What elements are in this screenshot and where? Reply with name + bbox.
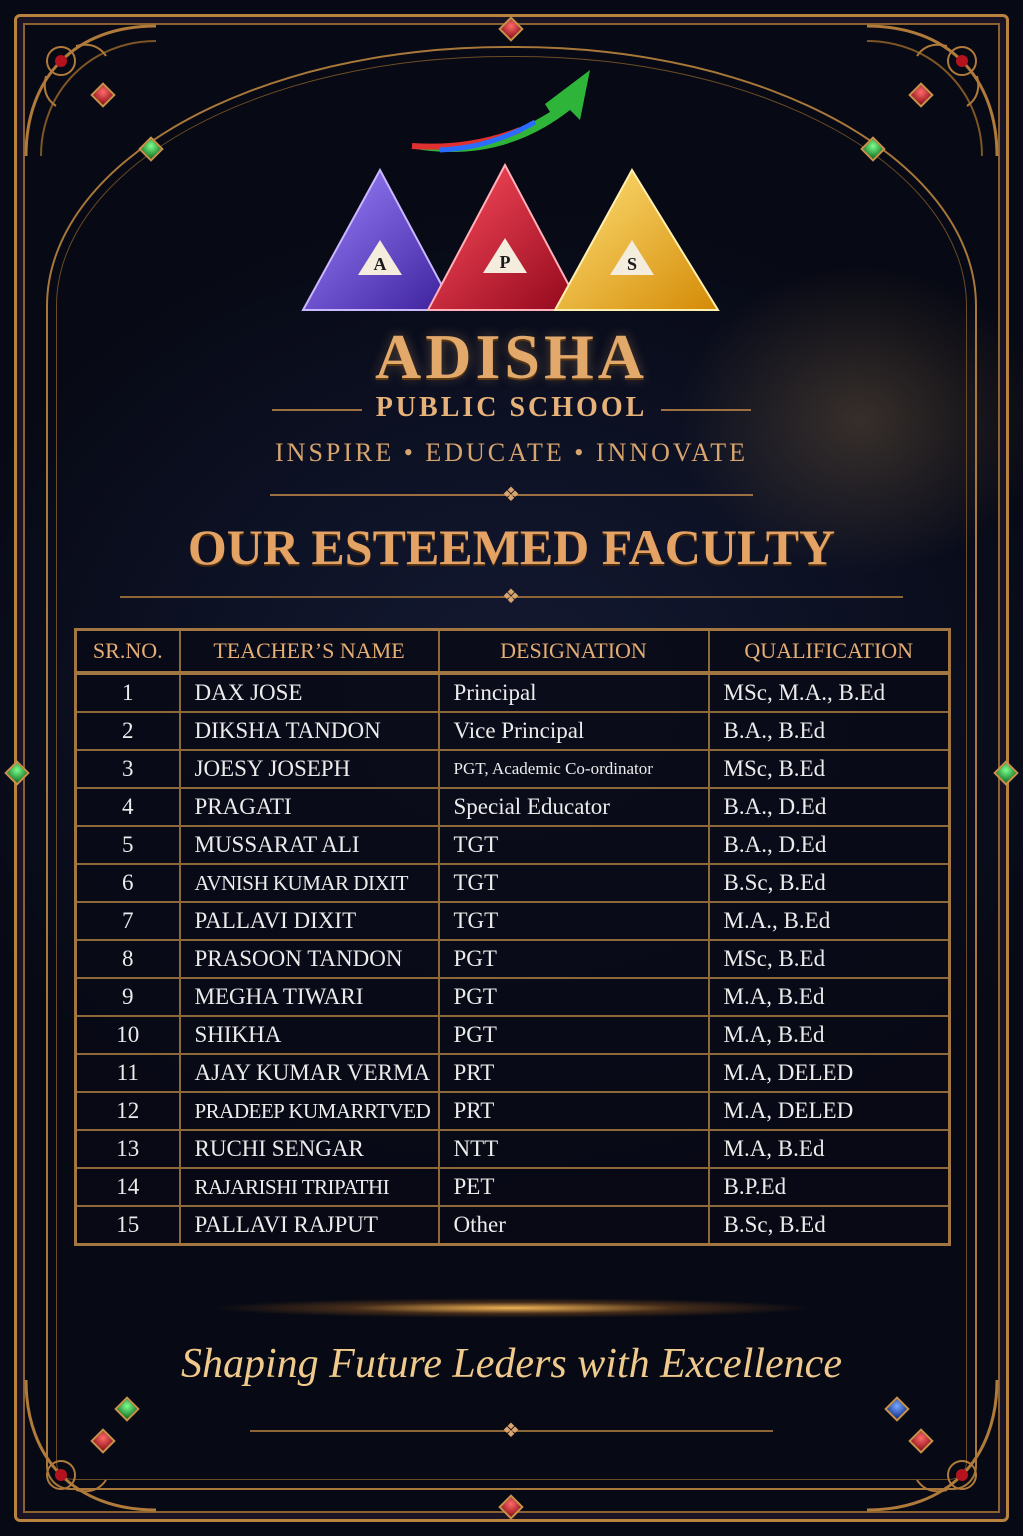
table-row xyxy=(76,826,950,864)
cell-teacher-name: DIKSHA TANDON xyxy=(180,712,439,750)
cell-qualification: M.A, B.Ed xyxy=(709,1130,950,1168)
triangle-yellow-icon xyxy=(555,170,718,310)
cell-sr-no: 11 xyxy=(76,1054,180,1092)
light-glow xyxy=(212,1296,812,1320)
cell-designation: Vice Principal xyxy=(439,712,709,750)
cell-teacher-name: PRAGATI xyxy=(180,788,439,826)
logo-letter-a: A xyxy=(373,254,387,274)
cell-sr-no: 1 xyxy=(76,673,180,712)
cell-designation: Other xyxy=(439,1206,709,1245)
cell-sr-no: 4 xyxy=(76,788,180,826)
ornament-icon-3: ❖ xyxy=(502,1420,520,1442)
logo-letter-p: P xyxy=(499,252,511,272)
table-row xyxy=(76,1054,950,1092)
cell-teacher-name: MEGHA TIWARI xyxy=(180,978,439,1016)
cell-qualification: B.A., D.Ed xyxy=(709,788,950,826)
cell-qualification: M.A, B.Ed xyxy=(709,1016,950,1054)
cell-designation: PET xyxy=(439,1168,709,1206)
cell-designation: TGT xyxy=(439,826,709,864)
cell-qualification: B.Sc, B.Ed xyxy=(709,1206,950,1245)
cell-qualification: M.A., B.Ed xyxy=(709,902,950,940)
cell-designation: Principal xyxy=(439,673,709,712)
table-row xyxy=(76,1092,950,1130)
cell-sr-no: 14 xyxy=(76,1168,180,1206)
cell-designation: PGT xyxy=(439,940,709,978)
cell-designation: PGT xyxy=(439,1016,709,1054)
cell-teacher-name: SHIKHA xyxy=(180,1016,439,1054)
cell-designation: TGT xyxy=(439,902,709,940)
cell-designation: TGT xyxy=(439,864,709,902)
cell-sr-no: 15 xyxy=(76,1206,180,1245)
table-row xyxy=(76,1130,950,1168)
cell-sr-no: 9 xyxy=(76,978,180,1016)
school-tagline: INSPIRE • EDUCATE • INNOVATE xyxy=(275,438,748,467)
table-row xyxy=(76,1168,950,1206)
table-row xyxy=(76,788,950,826)
cell-teacher-name: PALLAVI RAJPUT xyxy=(180,1206,439,1245)
page-title: OUR ESTEEMED FACULTY xyxy=(187,519,836,575)
cell-designation: Special Educator xyxy=(439,788,709,826)
cell-qualification: B.A., B.Ed xyxy=(709,712,950,750)
corner-ornament-bottom-left xyxy=(16,1370,166,1520)
cell-sr-no: 5 xyxy=(76,826,180,864)
cell-designation: PRT xyxy=(439,1092,709,1130)
ornament-icon: ❖ xyxy=(502,484,520,506)
cell-qualification: MSc, B.Ed xyxy=(709,750,950,788)
cell-sr-no: 7 xyxy=(76,902,180,940)
cell-teacher-name: JOESY JOSEPH xyxy=(180,750,439,788)
table-row xyxy=(76,712,950,750)
school-subtitle: PUBLIC SCHOOL xyxy=(375,392,648,423)
table-row xyxy=(76,978,950,1016)
cell-qualification: B.P.Ed xyxy=(709,1168,950,1206)
cell-designation: PGT, Academic Co-ordinator xyxy=(439,750,709,788)
cell-teacher-name: RAJARISHI TRIPATHI xyxy=(180,1168,439,1206)
ornament-icon-2: ❖ xyxy=(502,586,520,608)
cell-qualification: B.Sc, B.Ed xyxy=(709,864,950,902)
slogan: Shaping Future Leders with Excellence xyxy=(181,1341,842,1387)
cell-sr-no: 12 xyxy=(76,1092,180,1130)
cell-sr-no: 8 xyxy=(76,940,180,978)
cell-teacher-name: DAX JOSE xyxy=(180,673,439,712)
cell-sr-no: 13 xyxy=(76,1130,180,1168)
cell-designation: NTT xyxy=(439,1130,709,1168)
cell-sr-no: 2 xyxy=(76,712,180,750)
cell-qualification: M.A, DELED xyxy=(709,1092,950,1130)
cell-qualification: B.A., D.Ed xyxy=(709,826,950,864)
cell-teacher-name: PRASOON TANDON xyxy=(180,940,439,978)
cell-sr-no: 10 xyxy=(76,1016,180,1054)
cell-qualification: MSc, M.A., B.Ed xyxy=(709,673,950,712)
cell-teacher-name: AVNISH KUMAR DIXIT xyxy=(180,864,439,902)
cell-designation: PGT xyxy=(439,978,709,1016)
cell-teacher-name: MUSSARAT ALI xyxy=(180,826,439,864)
cell-sr-no: 3 xyxy=(76,750,180,788)
cell-teacher-name: RUCHI SENGAR xyxy=(180,1130,439,1168)
table-row xyxy=(76,902,950,940)
column-header-sr: SR.NO. xyxy=(76,630,180,674)
corner-ornament-bottom-right xyxy=(857,1370,1007,1520)
column-header-qualification: QUALIFICATION xyxy=(709,630,950,674)
table-row xyxy=(76,1016,950,1054)
school-name: ADISHA xyxy=(375,321,648,392)
subtitle-line-right xyxy=(661,409,751,411)
cell-qualification: M.A, B.Ed xyxy=(709,978,950,1016)
column-header-designation: DESIGNATION xyxy=(439,630,709,674)
logo-letter-s: S xyxy=(626,254,638,274)
cell-designation: PRT xyxy=(439,1054,709,1092)
column-header-name: TEACHER’S NAME xyxy=(180,630,439,674)
faculty-table xyxy=(74,628,951,1246)
cell-sr-no: 6 xyxy=(76,864,180,902)
faculty-table-body xyxy=(76,673,950,1245)
table-row xyxy=(76,940,950,978)
triangle-purple-icon xyxy=(303,170,455,310)
cell-teacher-name: PRADEEP KUMARRTVED xyxy=(180,1092,439,1130)
cell-qualification: MSc, B.Ed xyxy=(709,940,950,978)
table-row xyxy=(76,864,950,902)
cell-teacher-name: PALLAVI DIXIT xyxy=(180,902,439,940)
table-row xyxy=(76,1206,950,1245)
table-row xyxy=(76,673,950,712)
cell-teacher-name: AJAY KUMAR VERMA xyxy=(180,1054,439,1092)
cell-qualification: M.A, DELED xyxy=(709,1054,950,1092)
table-row xyxy=(76,750,950,788)
table-header-row xyxy=(76,630,950,674)
triangle-red-icon xyxy=(428,165,582,310)
school-logo xyxy=(0,60,1023,320)
